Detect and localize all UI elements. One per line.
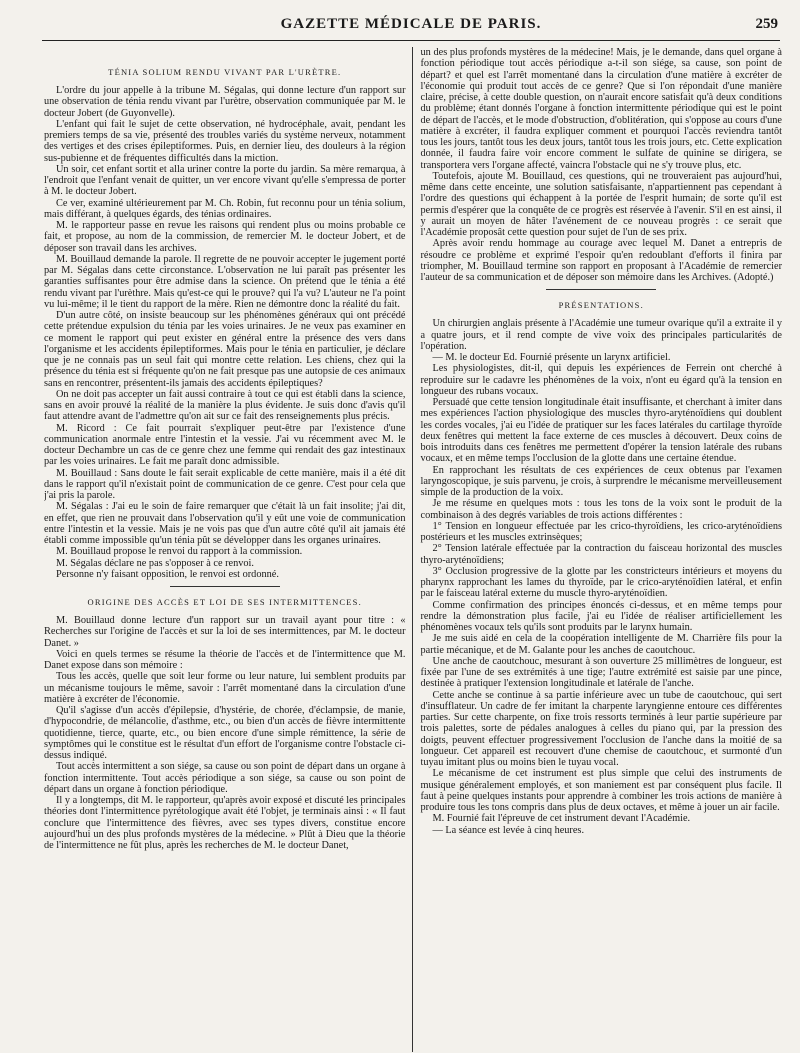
paragraph: L'enfant qui fait le sujet de cette observation, né hydrocéphale, avait, pendant les premiers temps de sa vie, présenté des troubles variés du système nerveux, notamment des vertiges et des crises épileptiformes. Puis, en dernier lieu, des douleurs à la région sus-pubienne et de fréquentes difficultés dans la miction. <box>44 118 406 164</box>
paragraph: Une anche de caoutchouc, mesurant à son ouverture 25 millimètres de longueur, est fixée par l'une de ses extrémités à une tige; l'autre extrémité est saisie par une pince, destinée à pratiquer l'extension longitudinale et latérale de l'anche. <box>420 655 782 690</box>
paragraph: Je me résume en quelques mots : tous les tons de la voix sont le produit de la combinaison à des degrés variables de trois actions différentes : <box>420 498 782 521</box>
left-column <box>44 47 412 1052</box>
paragraph: M. Bouillaud donne lecture d'un rapport sur un travail ayant pour titre : « Recherches sur l'origine de l'accès et sur la loi de ses intermittences, par M. le docteur Danet. » <box>44 615 406 649</box>
list-item: 2° Tension latérale effectuée par la contraction du faisceau horizontal des muscles thyro-aryténoïdiens; <box>420 543 782 566</box>
text-columns <box>44 47 782 1052</box>
section-title-presentations: PRÉSENTATIONS. <box>558 300 644 311</box>
paragraph: M. Bouillaud propose le renvoi du rapport à la commission. <box>56 546 303 558</box>
paragraph: Les physiologistes, dit-il, qui depuis les expériences de Ferrein ont cherché à reproduire sur le cadavre les phénomènes de la voix, n'ont eu égard qu'à la tension en longueur des rubans vocaux. <box>420 363 782 397</box>
numbered-list <box>421 521 783 600</box>
paragraph: Il y a longtemps, dit M. le rapporteur, qu'après avoir exposé et discuté les principales théories dont l'intermittence pyrétologique avait été l'objet, je terminais ainsi : « Il faut conclure que l'intermittence des fièvres, avec ses types divers, constitue encore aujourd'hui un des plus profonds mystères de la médecine. » Plût à Dieu que la théorie de l'intermittence ne fût plus, après les recherches de M. le docteur Danet, <box>44 795 406 851</box>
section-divider <box>170 586 280 587</box>
paragraph: — La séance est levée à cinq heures. <box>432 824 585 836</box>
paragraph: — M. le docteur Ed. Fournié présente un larynx artificiel. <box>432 352 671 363</box>
list-item: 3° Occlusion progressive de la glotte par les constricteurs intérieurs et moyens du pharynx rapprochant les lames du thyroïde, par le crico-aryténoïdien latéral, et enfin par le faisceau latéral externe du muscle thyro-aryténoïdien. <box>420 565 782 600</box>
section-title-acces: ORIGINE DES ACCÈS ET LOI DE SES INTERMITTENCES. <box>87 597 362 607</box>
paragraph: Voici en quels termes se résume la théorie de l'accès et de l'intermittence que M. Danet expose dans son mémoire : <box>44 648 406 671</box>
paragraph: Cette anche se continue à sa partie inférieure avec un tube de caoutchouc, qui sert d'insufflateur. Un cadre de fer imitant la charpente laryngienne entoure ces différentes parties. Sur cette charpente, on fixe trois ressorts terminés à leur partie supérieure par trois palettes, sorte de pédales analogues à celles du piano qui, par la pression des doigts, peuvent effectuer progressivement l'occlusion de l'anche dans la moitié de sa longueur. Cet appareil est recouvert d'une chemise de caoutchouc, et surmonté d'un tuyau imitant plus ou moins bien le tuyau vocal. <box>420 689 782 768</box>
paragraph: L'ordre du jour appelle à la tribune M. Ségalas, qui donne lecture d'un rapport sur une observation de ténia rendu vivant par l'urètre, observation communiquée par M. le docteur Jobert (de Guyonvelle). <box>44 85 406 119</box>
list-item: 1° Tension en longueur effectuée par les crico-thyroïdiens, les crico-aryténoïdiens postérieurs et les muscles extrinsèques; <box>420 520 782 543</box>
paragraph: Toutefois, ajoute M. Bouillaud, ces questions, qui ne trouveraient pas aujourd'hui, même dans cette enceinte, une solution satisfaisante, n'appartiennent pas cependant à l'ordre des questions qui échappent à la portée de l'esprit humain; de sorte qu'il est permis d'espérer que la conquête de ce progrès est réservée à l'avenir. S'il en est ainsi, il y aurait un moyen de hâter l'avénement de ce nouveau progrès : ce serait que l'Académie proposât cette question pour sujet de l'un de ses prix. <box>420 170 782 238</box>
paragraph: Un soir, cet enfant sortit et alla uriner contre la porte du jardin. Sa mère remarqua, à l'endroit que l'enfant venait de quitter, un ver encore vivant qu'elle s'empressa de porter à M. le docteur Jobert. <box>44 163 406 198</box>
paragraph: Tout accès intermittent a son siége, sa cause ou son point de départ dans un organe à fonction intermittente. Tout accès périodique a son siége, sa cause ou son point de départ dans un organe à fonction périodique. <box>44 761 406 795</box>
paragraph: Un chirurgien anglais présente à l'Académie une tumeur ovarique qu'il a extraite il y a quatre jours, et il rend compte de vive voix des principales particularités de l'opération. <box>420 318 782 352</box>
paragraph: Je me suis aidé en cela de la coopération intelligente de M. Charrière fils pour la partie mécanique, et de M. Galante pour les anches de caoutchouc. <box>420 633 782 656</box>
paragraph: Persuadé que cette tension longitudinale était insuffisante, et cherchant à imiter dans mes expériences l'action physiologique des muscles thyro-aryténoïdiens qui doublent les cordes vocales, j'ai eu l'idée de pratiquer sur les faces latérales du cartilage thyroïde deux fenêtres qui mettent la face externe de ces muscles à découvert. Deux coins de bois introduits dans ces fenêtres me permettent d'opérer la tension latérale des rubans vocaux, et en même temps l'occlusion de la glotte dans une certaine étendue. <box>420 397 782 465</box>
paragraph: M. Bouillaud : Sans doute le fait serait explicable de cette manière, mais il a été dit dans le rapport qu'il n'existait point de communication de ce genre. C'est pour cela que j'ai pris la parole. <box>44 467 406 501</box>
paragraph: En rapprochant les résultats de ces expériences de ceux obtenus par l'examen laryngoscopique, je suis parvenu, je crois, à surprendre le mécanisme merveilleusement simple de la production de la voix. <box>420 464 782 498</box>
paragraph: On ne doit pas accepter un fait aussi contraire à tout ce qui est établi dans la science, sans en avoir prouvé la réalité de la manière la plus évidente. Je suis donc d'avis qu'il faut attendre avant de l'admettre qu'on ait sur ce fait des renseignements plus précis. <box>44 388 406 423</box>
paragraph: M. le rapporteur passe en revue les raisons qui rendent plus ou moins probable ce fait, et propose, au nom de la commission, de remercier M. le docteur Jobert, et de déposer son travail dans les archives. <box>44 220 406 254</box>
right-column <box>412 47 783 1052</box>
paragraph: Le mécanisme de cet instrument est plus simple que celui des instruments de musique généralement employés, et son maniement est par conséquent plus facile. Il faut à peine quelques instants pour apprendre à combiner les trois actions de manière à produire tous les tons compris dans plus de deux octaves, et même à jouer un air facile. <box>420 768 782 813</box>
paragraph: M. Bouillaud demande la parole. Il regrette de ne pouvoir accepter le jugement porté par M. Ségalas dans cette circonstance. L'observation ne lui paraît pas présenter les garanties suffisantes pour être admise dans la science. On prétend que le ténia a été rendu vivant par l'urèthre. Mais qu'est-ce qui le prouve? qui l'a vu? L'auteur ne l'a point vu lui-même; il le tient du rapport de la mère. Rien ne démontre donc la réalité du fait. <box>44 253 406 310</box>
page-header <box>42 14 780 41</box>
paragraph: Après avoir rendu hommage au courage avec lequel M. Danet a entrepris de résoudre ce problème et exprimé l'espoir qu'en redoublant d'efforts il finira par triompher, M. Bouillaud termine son rapport en proposant à l'Académie de remercier l'auteur de sa communication et de déposer son mémoire dans les Archives. (Adopté.) <box>420 238 782 283</box>
section-divider <box>546 289 656 290</box>
paragraph: M. Ricord : Ce fait pourrait s'expliquer peut-être par l'existence d'une communication anormale entre l'intestin et la vessie. J'ai vu récemment avec M. le docteur Dechambre un cas de ce genre chez une femme qui rendait des gaz intestinaux par les voies urinaires. Le fait me paraît donc admissible. <box>44 422 406 468</box>
paragraph: M. Fournié fait l'épreuve de cet instrument devant l'Académie. <box>432 813 691 825</box>
page-number: 259 <box>755 16 778 32</box>
paragraph: M. Ségalas : J'ai eu le soin de faire remarquer que c'était là un fait insolite; j'ai dit, en effet, que rien ne prouvait dans l'observation qu'il y eût une voie de communication entre l'intestin et la vessie. Mais je ne vois pas que d'un autre côté qu'il ait jamais été établi comme impossible qu'un ténia pût se développer dans les organes urinaires. <box>44 501 406 546</box>
paragraph: M. Ségalas déclare ne pas s'opposer à ce renvoi. <box>56 557 254 569</box>
paragraph: Qu'il s'agisse d'un accès d'épilepsie, d'hystérie, de chorée, d'éclampsie, de manie, d'hypocondrie, de mélancolie, d'asthme, etc., ou bien d'un accès de fièvre intermittente quotidienne, tierce, quarte, etc., ou bien encore d'une simple rémittence, la série de symptômes qui le constitue est le résultat d'un effort de l'organisme contre l'obstacle ci-dessus indiqué. <box>44 705 406 761</box>
paragraph: Comme confirmation des principes énoncés ci-dessus, et en même temps pour rendre la démonstration plus facile, j'ai eu l'idée de réaliser artificiellement les phénomènes vocaux tels qu'ils sont produits par le larynx humain. <box>420 599 782 633</box>
journal-title: GAZETTE MÉDICALE DE PARIS. <box>280 16 542 32</box>
paragraph: D'un autre côté, on insiste beaucoup sur les phénomènes généraux qui ont précédé cette prétendue expulsion du ténia par les voies urinaires. Je ne veux pas examiner en ce moment le rapport qui peut exister en général entre la présence des vers dans l'organisme et les accidents épileptiformes. Mais pour le ténia en particulier, je déclare que je ne connais pas un seul fait qui montre cette relation. Les chiens, chez qui la présence du ténia est si fréquente qu'on ne fait presque pas une autopsie de ces animaux sans en rencontrer, présentent-ils jamais des accidents épileptiques? <box>44 310 406 389</box>
paragraph: un des plus profonds mystères de la médecine! Mais, je le demande, dans quel organe à fonction périodique tout accès périodique a-t-il son siége, sa cause, son point de départ? et quel est l'arrêt momentané dans la circulation d'une matière à excréter de l'économie qui produit tout accès de ce genre? Que si l'on répondait d'une manière claire, précise, à cette double question, on n'aurait encore satisfait qu'à deux conditions du problème; étant donnés l'organe à fonction intermittente périodique qui est le point de départ de l'accès, et le mode d'obstruction, d'oblitération, qui s'oppose au cours d'une matière à excréter, il faudra expliquer comment et pourquoi l'accès reviendra tantôt tous les jours, tantôt tous les deux jours, tantôt tous les trois jours, etc. Cette explication donnée, il faudra faire voir encore comment le sulfate de quinine se dirigera, se transportera vers l'organe affecté, vaincra l'obstacle qui ne s'y trouve plus, etc. <box>420 47 782 171</box>
paragraph: Tous les accès, quelle que soit leur forme ou leur nature, lui semblent produits par un mécanisme toujours le même, savoir : l'arrêt momentané dans la circulation d'une matière à excréter de l'économie. <box>44 671 406 705</box>
section-title-tenia: TÉNIA SOLIUM RENDU VIVANT PAR L'URÈTRE. <box>108 67 342 77</box>
paragraph: Personne n'y faisant opposition, le renvoi est ordonné. <box>56 568 279 580</box>
paragraph: Ce ver, examiné ultérieurement par M. Ch. Robin, fut reconnu pour un ténia solium, mais différant, à quelques égards, des ténias ordinaires. <box>44 197 406 220</box>
